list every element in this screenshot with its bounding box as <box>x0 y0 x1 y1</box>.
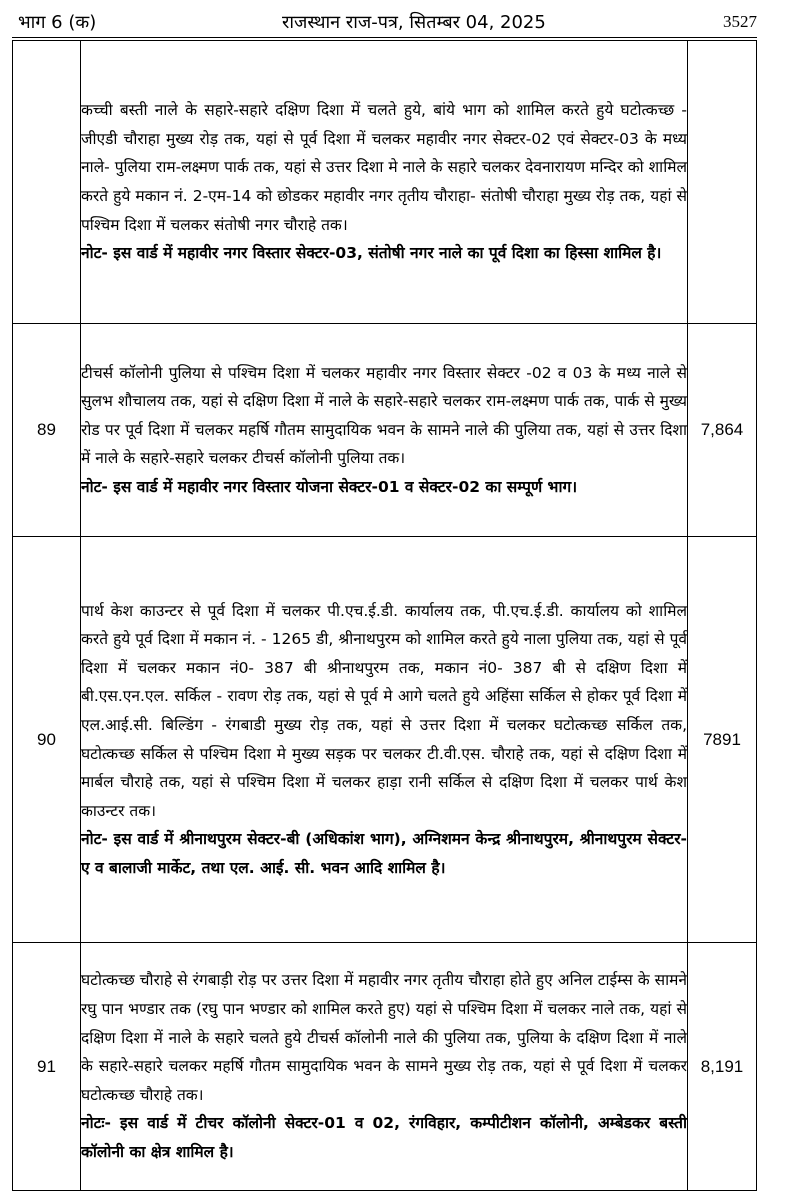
ward-note: नोट- इस वार्ड में महावीर नगर विस्तार सेक्टर-03, संतोषी नगर नाले का पूर्व दिशा का हिस्सा शामिल है। <box>81 244 662 263</box>
table-row <box>13 324 757 537</box>
table-row <box>13 537 757 943</box>
ward-note: नोटः- इस वार्ड में टीचर कॉलोनी सेक्टर-01 व 02, रंगविहार, कम्पीटीशन कॉलोनी, अम्बेडकर बस्ती कॉलोनी का क्षेत्र शामिल है। <box>81 1114 687 1161</box>
page-number: 3527 <box>723 12 757 31</box>
page-header <box>12 0 757 38</box>
ward-note: नोट- इस वार्ड में महावीर नगर विस्तार योजना सेक्टर-01 व सेक्टर-02 का सम्पूर्ण भाग। <box>81 477 578 496</box>
boundary-text: पार्थ केश काउन्टर से पूर्व दिशा में चलकर पी.एच.ई.डी. कार्यालय तक, पी.एच.ई.डी. कार्यालय को शामिल करते हुये पूर्व दिशा में मकान नं. - 1265 डी, श्रीनाथपुरम को शामिल करते हुये नाला पुलिया तक, यहां से पूर्व दिशा में चलकर मकान नं0- 387 बी श्रीनाथपुरम तक, मकान नं0- 387 बी से दक्षिण दिशा में बी.एस.एन.एल. सर्किल - रावण रोड़ तक, यहां से पूर्व मे आगे चलते हुये अहिंसा सर्किल से होकर पूर्व दिशा में एल.आई.सी. बिल्डिंग - रंगबाडी मुख्य रोड़ तक, यहां से उत्तर दिशा में चलकर घटोत्कच्छ सर्किल तक, घटोत्कच्छ सर्किल से पश्चिम दिशा मे मुख्य सड़क पर चलकर टी.वी.एस. चौराहे तक, यहां से दक्षिण दिशा में मार्बल चौराहे तक, यहां से पश्चिम दिशा में चलकर हाड़ा रानी सर्किल से दक्षिण दिशा में चलकर पार्थ केश काउन्टर तक। <box>81 601 687 820</box>
section-label: भाग 6 (क) <box>18 12 97 33</box>
ward-number: 89 <box>13 324 81 537</box>
ward-note: नोट- इस वार्ड में श्रीनाथपुरम सेक्टर-बी (अधिकांश भाग), अग्निशमन केन्द्र श्रीनाथपुरम, श्रीनाथपुरम सेक्टर-ए व बालाजी मार्केट, तथा एल. आई. सी. भवन आदि शामिल है। <box>81 830 687 877</box>
population: 8,191 <box>688 943 757 1191</box>
ward-number <box>13 41 81 324</box>
boundary-description <box>81 41 688 324</box>
population: 7891 <box>688 537 757 943</box>
population: 7,864 <box>688 324 757 537</box>
gazette-title: राजस्थान राज-पत्र, सितम्बर 04, 2025 <box>282 12 546 33</box>
ward-boundary-table <box>12 40 757 1191</box>
boundary-description <box>81 324 688 537</box>
population <box>688 41 757 324</box>
table-row <box>13 943 757 1191</box>
boundary-text: घटोत्कच्छ चौराहे से रंगबाड़ी रोड़ पर उत्तर दिशा में महावीर नगर तृतीय चौराहा होते हुए अनिल टाईम्स के सामने रघु पान भण्डार तक (रघु पान भण्डार को शामिल करते हुए) यहां से पश्चिम दिशा में चलकर नाले तक, यहां से दक्षिण दिशा में नाले के सहारे चलते हुये टीचर्स कॉलोनी नाले की पुलिया तक, पुलिया के दक्षिण दिशा में नाले के सहारे-सहारे चलकर महर्षि गौतम सामुदायिक भवन के सामने मुख्य रोड़ तक, यहां से पूर्व दिशा में चलकर घटोत्कच्छ चौराहे तक। <box>81 971 687 1104</box>
ward-number: 90 <box>13 537 81 943</box>
boundary-description <box>81 943 688 1191</box>
boundary-text: कच्ची बस्ती नाले के सहारे-सहारे दक्षिण दिशा में चलते हुये, बांये भाग को शामिल करते हुये घटोत्कच्छ - जीएडी चौराहा मुख्य रोड़ तक, यहां से पूर्व दिशा में चलकर महावीर नगर सेक्टर-02 एवं सेक्टर-03 के मध्य नाले- पुलिया राम-लक्ष्मण पार्क तक, यहां से उत्तर दिशा मे नाले के सहारे चलकर देवनारायण मन्दिर को शामिल करते हुये मकान नं. 2-एम-14 को छोडकर महावीर नगर तृतीय चौराहा- संतोषी चौराहा मुख्य रोड़ तक, यहां से पश्चिम दिशा में चलकर संतोषी नगर चौराहे तक। <box>81 101 687 234</box>
boundary-text: टीचर्स कॉलोनी पुलिया से पश्चिम दिशा में चलकर महावीर नगर विस्तार सेक्टर -02 व 03 के मध्य नाले से सुलभ शौचालय तक, यहां से दक्षिण दिशा में नाले के सहारे-सहारे चलकर राम-लक्ष्मण पार्क तक, पार्क से मुख्य रोड पर पूर्व दिशा में चलकर महर्षि गौतम सामुदायिक भवन के सामने नाले की पुलिया तक, यहां से उत्तर दिशा में नाले के सहारे-सहारे चलकर टीचर्स कॉलोनी पुलिया तक। <box>81 363 687 468</box>
header-rule <box>12 37 757 38</box>
boundary-description <box>81 537 688 943</box>
table-row <box>13 41 757 324</box>
ward-number: 91 <box>13 943 81 1191</box>
